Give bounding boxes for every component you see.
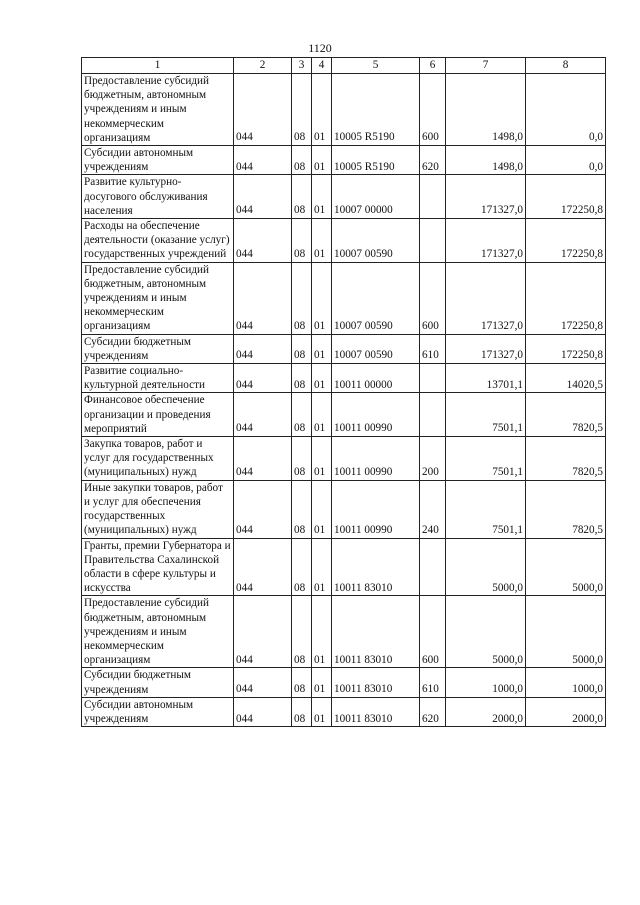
cell-amount-7: 7501,1 — [446, 437, 526, 481]
cell-amount-8: 2000,0 — [526, 697, 606, 726]
column-header-3: 3 — [292, 58, 312, 74]
table-row — [82, 334, 606, 363]
cell-code-4: 01 — [312, 596, 332, 668]
cell-code-5: 10007 00000 — [332, 175, 420, 219]
row-name: Предоставление субсидий бюджетным, автономным учреждениям и иным некоммерческим организациям — [82, 262, 234, 334]
cell-amount-8: 7820,5 — [526, 480, 606, 538]
cell-code-6 — [420, 538, 446, 596]
cell-code-6: 600 — [420, 74, 446, 146]
cell-code-3: 08 — [292, 364, 312, 393]
table-row — [82, 262, 606, 334]
column-header-8: 8 — [526, 58, 606, 74]
cell-amount-7: 5000,0 — [446, 596, 526, 668]
cell-code-4: 01 — [312, 219, 332, 263]
cell-code-3: 08 — [292, 393, 312, 437]
cell-code-2: 044 — [234, 146, 292, 175]
header-row — [82, 58, 606, 74]
cell-code-3: 08 — [292, 175, 312, 219]
cell-code-4: 01 — [312, 262, 332, 334]
cell-code-2: 044 — [234, 596, 292, 668]
cell-code-2: 044 — [234, 175, 292, 219]
cell-code-5: 10011 83010 — [332, 596, 420, 668]
cell-amount-8: 1000,0 — [526, 668, 606, 697]
cell-code-2: 044 — [234, 480, 292, 538]
cell-code-6: 610 — [420, 668, 446, 697]
column-header-5: 5 — [332, 58, 420, 74]
cell-code-3: 08 — [292, 146, 312, 175]
cell-code-6: 600 — [420, 596, 446, 668]
budget-table — [81, 57, 606, 727]
table-row — [82, 480, 606, 538]
cell-amount-8: 0,0 — [526, 146, 606, 175]
cell-code-4: 01 — [312, 437, 332, 481]
cell-amount-8: 7820,5 — [526, 393, 606, 437]
cell-amount-7: 171327,0 — [446, 219, 526, 263]
table-row — [82, 596, 606, 668]
cell-code-6 — [420, 364, 446, 393]
cell-amount-8: 172250,8 — [526, 262, 606, 334]
cell-code-4: 01 — [312, 668, 332, 697]
cell-amount-8: 172250,8 — [526, 219, 606, 263]
cell-code-6: 600 — [420, 262, 446, 334]
cell-amount-8: 5000,0 — [526, 538, 606, 596]
cell-code-5: 10011 00990 — [332, 393, 420, 437]
column-header-1: 1 — [82, 58, 234, 74]
cell-code-2: 044 — [234, 538, 292, 596]
cell-code-5: 10005 R5190 — [332, 146, 420, 175]
column-header-7: 7 — [446, 58, 526, 74]
table-row — [82, 219, 606, 263]
cell-code-5: 10011 83010 — [332, 697, 420, 726]
row-name: Развитие социально-культурной деятельности — [82, 364, 234, 393]
cell-code-6 — [420, 393, 446, 437]
cell-code-6: 610 — [420, 334, 446, 363]
cell-code-2: 044 — [234, 393, 292, 437]
cell-code-2: 044 — [234, 262, 292, 334]
cell-code-6: 620 — [420, 146, 446, 175]
cell-code-4: 01 — [312, 175, 332, 219]
table-row — [82, 437, 606, 481]
cell-code-6 — [420, 219, 446, 263]
cell-code-5: 10011 00990 — [332, 437, 420, 481]
cell-code-6: 240 — [420, 480, 446, 538]
table-row — [82, 364, 606, 393]
cell-code-6 — [420, 175, 446, 219]
table-row — [82, 393, 606, 437]
table-row — [82, 538, 606, 596]
cell-code-3: 08 — [292, 262, 312, 334]
cell-code-6: 620 — [420, 697, 446, 726]
cell-code-5: 10007 00590 — [332, 262, 420, 334]
cell-code-4: 01 — [312, 364, 332, 393]
cell-amount-8: 172250,8 — [526, 175, 606, 219]
cell-code-5: 10011 83010 — [332, 668, 420, 697]
cell-amount-8: 0,0 — [526, 74, 606, 146]
cell-code-4: 01 — [312, 146, 332, 175]
row-name: Развитие культурно-досугового обслуживания населения — [82, 175, 234, 219]
cell-code-2: 044 — [234, 437, 292, 481]
column-header-4: 4 — [312, 58, 332, 74]
column-header-6: 6 — [420, 58, 446, 74]
row-name: Финансовое обеспечение организации и проведения мероприятий — [82, 393, 234, 437]
cell-code-5: 10007 00590 — [332, 334, 420, 363]
cell-amount-7: 171327,0 — [446, 334, 526, 363]
cell-amount-8: 5000,0 — [526, 596, 606, 668]
row-name: Расходы на обеспечение деятельности (оказание услуг) государственных учреждений — [82, 219, 234, 263]
cell-code-3: 08 — [292, 596, 312, 668]
cell-code-4: 01 — [312, 74, 332, 146]
cell-code-2: 044 — [234, 364, 292, 393]
row-name: Предоставление субсидий бюджетным, автономным учреждениям и иным некоммерческим организациям — [82, 596, 234, 668]
cell-code-2: 044 — [234, 74, 292, 146]
cell-amount-7: 2000,0 — [446, 697, 526, 726]
cell-amount-7: 1498,0 — [446, 146, 526, 175]
cell-amount-8: 7820,5 — [526, 437, 606, 481]
cell-amount-7: 1000,0 — [446, 668, 526, 697]
cell-code-4: 01 — [312, 393, 332, 437]
cell-code-3: 08 — [292, 219, 312, 263]
cell-code-4: 01 — [312, 697, 332, 726]
row-name: Предоставление субсидий бюджетным, автономным учреждениям и иным некоммерческим организациям — [82, 74, 234, 146]
cell-code-5: 10011 83010 — [332, 538, 420, 596]
cell-code-5: 10005 R5190 — [332, 74, 420, 146]
cell-amount-7: 7501,1 — [446, 393, 526, 437]
cell-amount-7: 1498,0 — [446, 74, 526, 146]
page-number: 1120 — [308, 41, 332, 55]
cell-code-2: 044 — [234, 334, 292, 363]
cell-code-3: 08 — [292, 697, 312, 726]
cell-amount-8: 14020,5 — [526, 364, 606, 393]
cell-amount-7: 171327,0 — [446, 262, 526, 334]
row-name: Субсидии бюджетным учреждениям — [82, 668, 234, 697]
table-row — [82, 74, 606, 146]
table-row — [82, 146, 606, 175]
table-row — [82, 175, 606, 219]
cell-amount-7: 5000,0 — [446, 538, 526, 596]
cell-code-4: 01 — [312, 538, 332, 596]
cell-code-3: 08 — [292, 480, 312, 538]
cell-code-3: 08 — [292, 437, 312, 481]
cell-code-5: 10011 00990 — [332, 480, 420, 538]
cell-code-2: 044 — [234, 219, 292, 263]
cell-amount-7: 171327,0 — [446, 175, 526, 219]
cell-amount-8: 172250,8 — [526, 334, 606, 363]
cell-code-4: 01 — [312, 334, 332, 363]
cell-code-5: 10011 00000 — [332, 364, 420, 393]
cell-code-3: 08 — [292, 668, 312, 697]
row-name: Субсидии автономным учреждениям — [82, 697, 234, 726]
cell-code-3: 08 — [292, 334, 312, 363]
row-name: Субсидии бюджетным учреждениям — [82, 334, 234, 363]
row-name: Иные закупки товаров, работ и услуг для обеспечения государственных (муниципальных) нужд — [82, 480, 234, 538]
cell-code-6: 200 — [420, 437, 446, 481]
cell-code-5: 10007 00590 — [332, 219, 420, 263]
cell-code-3: 08 — [292, 538, 312, 596]
cell-amount-7: 13701,1 — [446, 364, 526, 393]
cell-code-2: 044 — [234, 697, 292, 726]
cell-amount-7: 7501,1 — [446, 480, 526, 538]
cell-code-2: 044 — [234, 668, 292, 697]
column-header-2: 2 — [234, 58, 292, 74]
row-name: Субсидии автономным учреждениям — [82, 146, 234, 175]
table-row — [82, 668, 606, 697]
cell-code-3: 08 — [292, 74, 312, 146]
table-row — [82, 697, 606, 726]
row-name: Закупка товаров, работ и услуг для государственных (муниципальных) нужд — [82, 437, 234, 481]
cell-code-4: 01 — [312, 480, 332, 538]
row-name: Гранты, премии Губернатора и Правительства Сахалинской области в сфере культуры и искусства — [82, 538, 234, 596]
